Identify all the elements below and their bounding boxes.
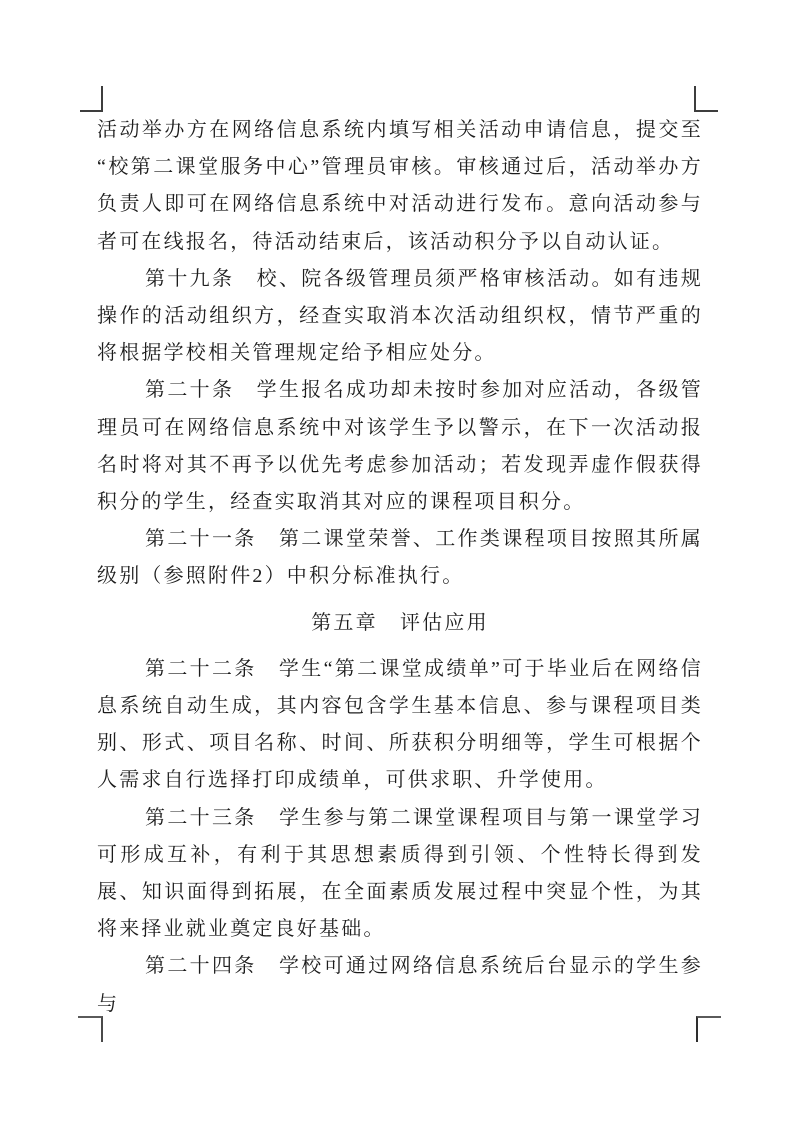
paragraph-continuation: 活动举办方在网络信息系统内填写相关活动申请信息，提交至“校第二课堂服务中心”管理员审核。审核通过后，活动举办方负责人即可在网络信息系统中对活动进行发布。意向活动参与者可在线报名，待活动结束后，该活动积分予以自动认证。	[97, 119, 703, 253]
chapter-heading: 第五章 评估应用	[311, 611, 489, 634]
paragraph-article-22: 第二十二条 学生“第二课堂成绩单”可于毕业后在网络信息系统自动生成，其内容包含学生基本信息、参与课程项目类别、形式、项目名称、时间、所获积分明细等，学生可根据个人需求自行选择打印成绩单，可供求职、升学使用。	[97, 657, 703, 792]
crop-mark-top-right	[694, 86, 718, 112]
paragraph-article-21: 第二十一条 第二课堂荣誉、工作类课程项目按照其所属级别（参照附件2）中积分标准执行。	[97, 528, 703, 588]
paragraph-article-19: 第十九条 校、院各级管理员须严格审核活动。如有违规操作的活动组织方，经查实取消本次活动组织权，情节严重的将根据学校相关管理规定给予相应处分。	[97, 267, 703, 365]
document-body	[97, 112, 703, 1023]
crop-mark-top-left	[80, 86, 103, 112]
paragraph-article-23: 第二十三条 学生参与第二课堂课程项目与第一课堂学习可形成互补，有利于其思想素质得到引领、个性特长得到发展、知识面得到拓展，在全面素质发展过程中突显个性，为其将来择业就业奠定良好基础。	[97, 806, 703, 941]
paragraph-article-24: 第二十四条 学校可通过网络信息系统后台显示的学生参与	[97, 955, 703, 1015]
paragraph-article-20: 第二十条 学生报名成功却未按时参加对应活动，各级管理员可在网络信息系统中对该学生予以警示，在下一次活动报名时将对其不再予以优先考虑参加活动；若发现弄虚作假获得积分的学生，经查实取消其对应的课程项目积分。	[97, 379, 703, 514]
